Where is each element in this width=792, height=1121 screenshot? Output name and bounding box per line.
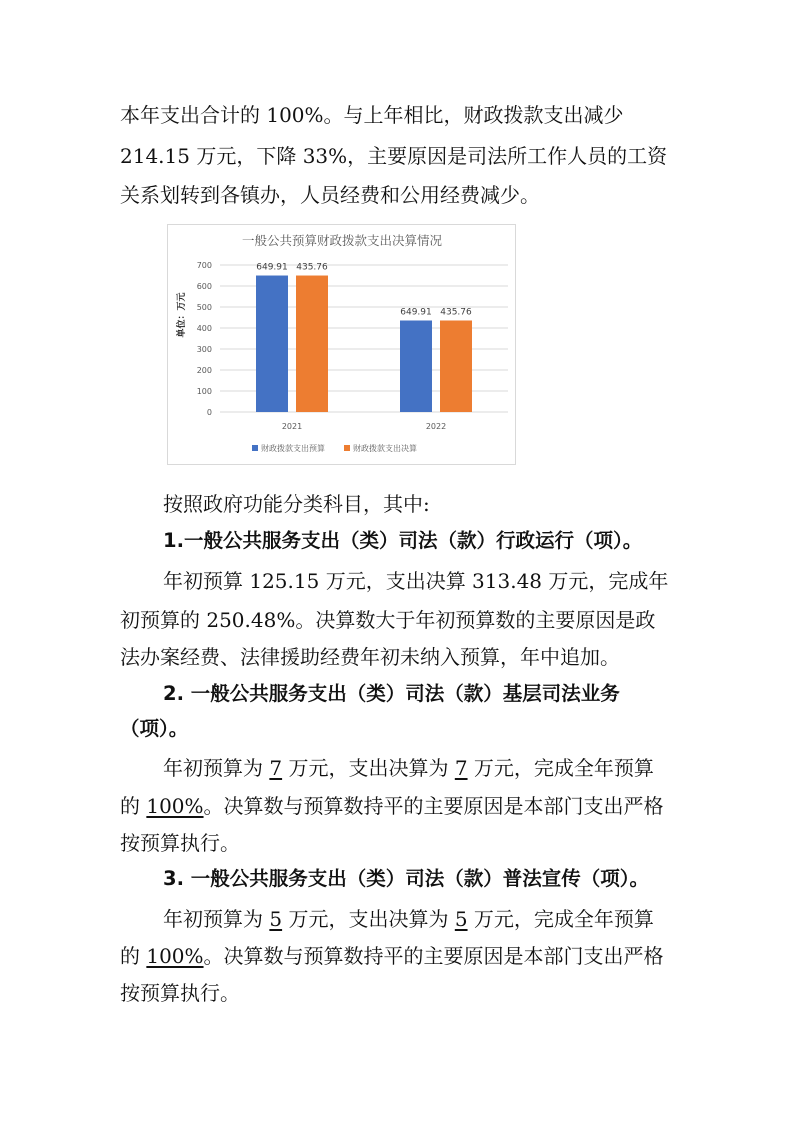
text: 的 <box>120 794 140 818</box>
legend-entry: 财政拨款支出预算 <box>261 444 325 453</box>
bar <box>400 320 432 412</box>
text: 年初预算为 <box>163 907 263 931</box>
paragraph-line: 初预算的 250.48%。决算数大于年初预算数的主要原因是政 <box>120 608 656 632</box>
y-tick-label: 600 <box>196 282 212 291</box>
y-tick-label: 700 <box>196 261 212 270</box>
text: 。决算数与预算数持平的主要原因是本部门支出严格 <box>203 794 664 818</box>
section-intro: 按照政府功能分类科目，其中: <box>163 492 430 516</box>
text: 万元，支出决算为 <box>288 756 449 780</box>
legend-entry: 财政拨款支出决算 <box>353 444 417 453</box>
y-tick-label: 200 <box>196 366 212 375</box>
y-tick-label: 300 <box>196 345 212 354</box>
paragraph-line: 214.15 万元，下降 33%，主要原因是司法所工作人员的工资 <box>120 144 668 168</box>
data-label: 649.91 <box>400 307 432 318</box>
amount-actual: 7 <box>454 756 468 780</box>
legend-swatch <box>344 445 350 451</box>
data-label: 649.91 <box>256 262 288 273</box>
paragraph-line <box>163 752 654 784</box>
amount-budget: 7 <box>269 756 283 780</box>
item2-heading: 2. 一般公共服务支出（类）司法（款）基层司法业务 <box>163 682 620 705</box>
bar <box>296 276 328 412</box>
bar <box>440 320 472 412</box>
text: 万元，支出决算为 <box>288 907 449 931</box>
data-label: 435.76 <box>440 307 472 318</box>
bar <box>256 276 288 412</box>
x-tick-label: 2022 <box>425 422 447 431</box>
chart-container <box>167 224 516 465</box>
text: 年初预算为 <box>163 756 263 780</box>
completion-rate: 100% <box>146 944 204 968</box>
y-tick-label: 0 <box>206 408 212 417</box>
paragraph-line <box>163 903 654 935</box>
item2-heading-cont: （项）。 <box>120 717 189 740</box>
amount-actual: 5 <box>454 907 468 931</box>
paragraph-line: 本年支出合计的 100%。与上年相比，财政拨款支出减少 <box>120 103 624 127</box>
paragraph-line <box>120 790 664 822</box>
paragraph-line: 按预算执行。 <box>120 831 240 855</box>
data-label: 435.76 <box>296 262 328 273</box>
item3-heading: 3. 一般公共服务支出（类）司法（款）普法宣传（项）。 <box>163 867 650 890</box>
text: 。决算数与预算数持平的主要原因是本部门支出严格 <box>203 944 664 968</box>
legend-swatch <box>252 445 258 451</box>
amount-budget: 5 <box>269 907 283 931</box>
item1-heading: 1.一般公共服务支出（类）司法（款）行政运行（项）。 <box>163 529 643 552</box>
paragraph-line: 按预算执行。 <box>120 981 240 1005</box>
paragraph-line: 关系划转到各镇办，人员经费和公用经费减少。 <box>120 183 540 207</box>
text: 的 <box>120 944 140 968</box>
bar-chart <box>168 225 517 466</box>
chart-title: 一般公共预算财政拨款支出决算情况 <box>241 233 443 248</box>
text: 万元，完成全年预算 <box>473 756 654 780</box>
text: 万元，完成全年预算 <box>473 907 654 931</box>
completion-rate: 100% <box>146 794 204 818</box>
paragraph-line: 年初预算 125.15 万元，支出决算 313.48 万元，完成年 <box>163 569 669 593</box>
paragraph-line: 法办案经费、法律援助经费年初未纳入预算，年中追加。 <box>120 645 620 669</box>
y-tick-label: 500 <box>196 303 212 312</box>
paragraph-line <box>120 940 664 972</box>
y-axis-label: 单位：万元 <box>177 292 187 338</box>
y-tick-label: 400 <box>196 324 212 333</box>
y-tick-label: 100 <box>196 387 212 396</box>
x-tick-label: 2021 <box>281 422 303 431</box>
